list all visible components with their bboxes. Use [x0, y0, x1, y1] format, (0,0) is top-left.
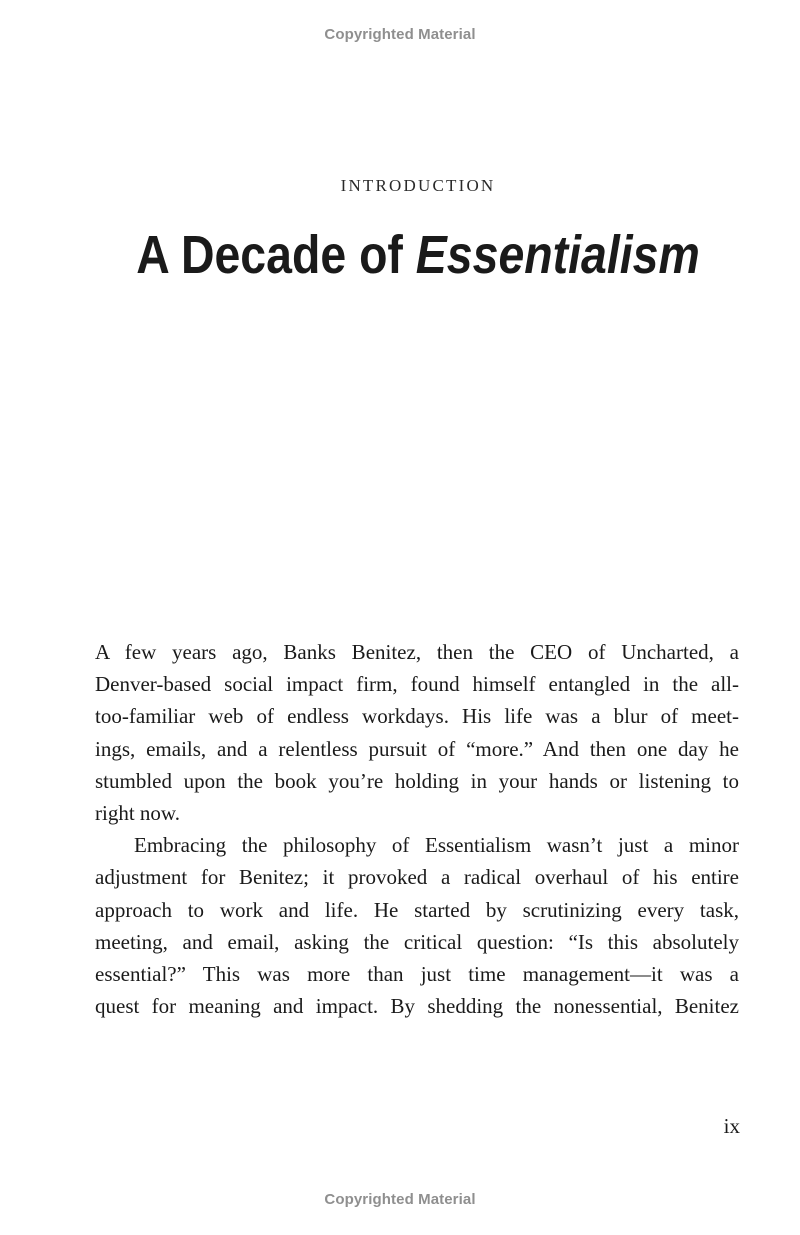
text-line: ings, emails, and a relentless pursuit of “more.” And then one day he — [95, 736, 739, 761]
copyright-watermark-top: Copyrighted Material — [324, 26, 476, 43]
text-line: essential?” This was more than just time management—it was a — [95, 962, 739, 987]
paragraph-2 — [95, 829, 739, 1022]
text-line: too-familiar web of endless workdays. His life was a blur of meet- — [95, 704, 739, 729]
chapter-title-italic: Essentialism — [415, 225, 700, 285]
text-line: Embracing the philosophy of Essentialism wasn’t just a minor — [134, 833, 739, 858]
text-line: adjustment for Benitez; it provoked a radical overhaul of his entire — [95, 865, 739, 890]
text-line: Denver-based social impact firm, found himself entangled in the all- — [95, 672, 739, 697]
chapter-title-plain: A Decade of — [136, 225, 416, 285]
chapter-title — [59, 222, 778, 288]
text-line: stumbled upon the book you’re holding in your hands or listening to — [95, 768, 739, 793]
chapter-kicker: INTRODUCTION — [340, 176, 496, 195]
body-text — [95, 636, 739, 1022]
page-number: ix — [723, 1114, 740, 1138]
text-line: approach to work and life. He started by scrutinizing every task, — [95, 897, 739, 922]
text-line: quest for meaning and impact. By shedding the nonessential, Benitez — [95, 994, 739, 1019]
text-line: A few years ago, Banks Benitez, then the CEO of Uncharted, a — [95, 640, 739, 664]
copyright-watermark-bottom: Copyrighted Material — [324, 1191, 476, 1208]
text-line: right now. — [95, 801, 180, 826]
paragraph-1 — [95, 636, 739, 829]
text-line: meeting, and email, asking the critical question: “Is this absolutely — [95, 929, 739, 954]
